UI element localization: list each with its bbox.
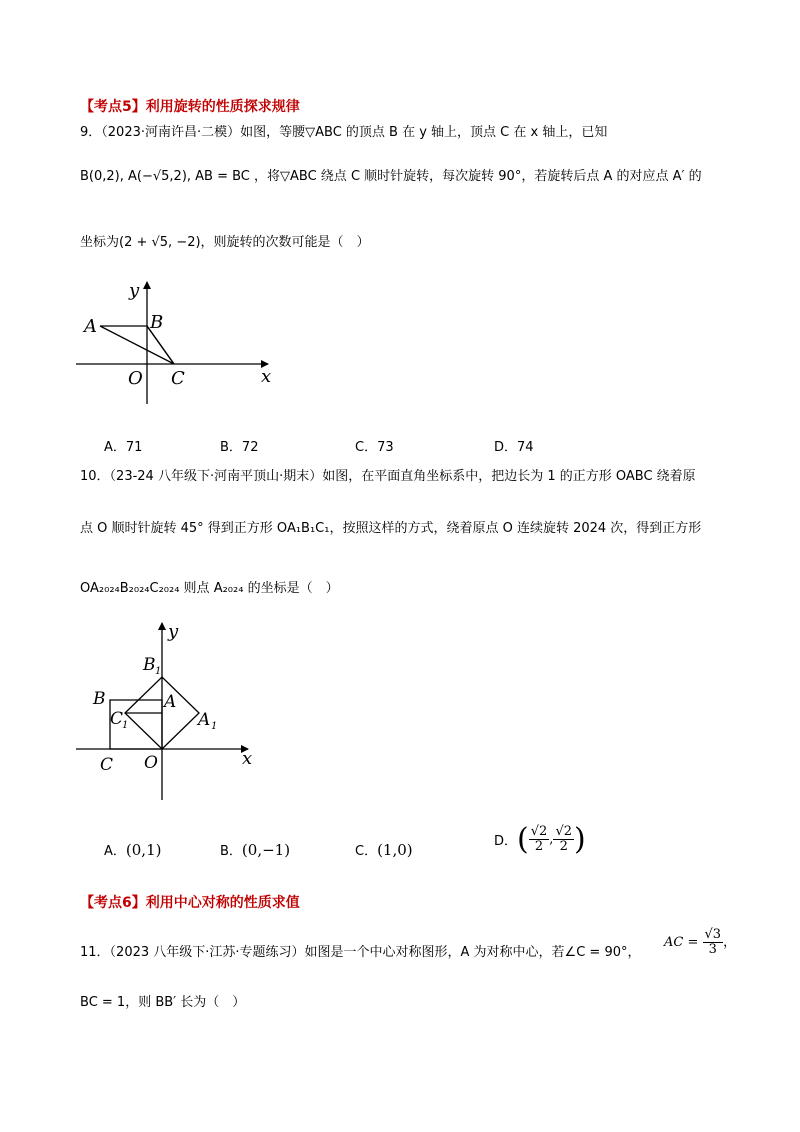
q10-option-a[interactable]: A．(0,1) bbox=[104, 841, 162, 859]
q10-label-A: A bbox=[164, 692, 177, 712]
q11-ac-value: AC = $\frac{√3}{3}$ ， bbox=[664, 927, 737, 957]
q10-label-B: B bbox=[93, 689, 106, 709]
q9-line-2: B(0,2), A(−√5,2), AB = BC ，将▽ABC 绕点 C 顺时针旋转，每次旋转 90°，若旋转后点 A 的对应点 A′ 的 bbox=[80, 169, 702, 184]
q11-line-1: 11．（2023 八年级下·江苏·专题练习）如图是一个中心对称图形，A 为对称中心，若∠C = 90°， bbox=[80, 945, 641, 960]
q10-label-A1-sub: 1 bbox=[211, 721, 218, 732]
q10-option-c[interactable]: C．(1,0) bbox=[355, 841, 413, 859]
q9-label-B: B bbox=[150, 312, 164, 333]
q10-label-O: O bbox=[144, 753, 158, 773]
q10-label-B1-sub: 1 bbox=[155, 666, 162, 677]
section-title-6: 【考点6】利用中心对称的性质求值 bbox=[80, 895, 300, 911]
q10-label-C1-sub: 1 bbox=[122, 720, 129, 731]
q10-label-C: C bbox=[100, 755, 114, 775]
q9-line-1: 9．（2023·河南许昌·二模）如图，等腰▽ABC 的顶点 B 在 y 轴上，顶点 C 在 x 轴上，已知 bbox=[80, 125, 608, 140]
q9-option-c[interactable]: C．73 bbox=[355, 440, 394, 455]
q11-line-2: BC = 1，则 BB′ 长为（ ） bbox=[80, 995, 246, 1010]
q9-option-d[interactable]: D．74 bbox=[494, 440, 534, 455]
q10-line-1: 10．（23-24 八年级下·河南平顶山·期末）如图，在平面直角坐标系中，把边长为 1 的正方形 OABC 绕着原 bbox=[80, 469, 696, 484]
q9-option-a[interactable]: A．71 bbox=[104, 440, 143, 455]
q10-figure bbox=[70, 618, 260, 808]
q9-label-x: x bbox=[261, 366, 272, 387]
q10-option-b[interactable]: B．(0,−1) bbox=[220, 841, 291, 859]
q9-figure bbox=[70, 276, 280, 416]
q10-label-A1: A bbox=[198, 710, 211, 730]
q10-label-y: y bbox=[168, 621, 179, 642]
q10-line-2: 点 O 顺时针旋转 45° 得到正方形 OA₁B₁C₁，按照这样的方式，绕着原点 O 连续旋转 2024 次，得到正方形 bbox=[80, 521, 702, 536]
q9-label-O: O bbox=[128, 368, 143, 389]
q10-option-d[interactable]: D．( $\frac{√2}{2}$ , $\frac{√2}{2}$ ) bbox=[494, 822, 586, 857]
section-title-5: 【考点5】利用旋转的性质探求规律 bbox=[80, 99, 300, 115]
q9-label-C: C bbox=[171, 368, 185, 389]
q10-label-C1: C bbox=[110, 709, 124, 729]
q9-label-y: y bbox=[129, 280, 140, 301]
q9-option-b[interactable]: B．72 bbox=[220, 440, 259, 455]
q9-line-3: 坐标为(2 + √5, −2)，则旋转的次数可能是（ ） bbox=[80, 235, 370, 250]
q9-label-A: A bbox=[84, 316, 97, 337]
q10-line-3: OA₂₀₂₄B₂₀₂₄C₂₀₂₄ 则点 A₂₀₂₄ 的坐标是（ ） bbox=[80, 581, 339, 596]
q10-label-x: x bbox=[242, 748, 253, 769]
q10-label-B1: B bbox=[143, 655, 156, 675]
